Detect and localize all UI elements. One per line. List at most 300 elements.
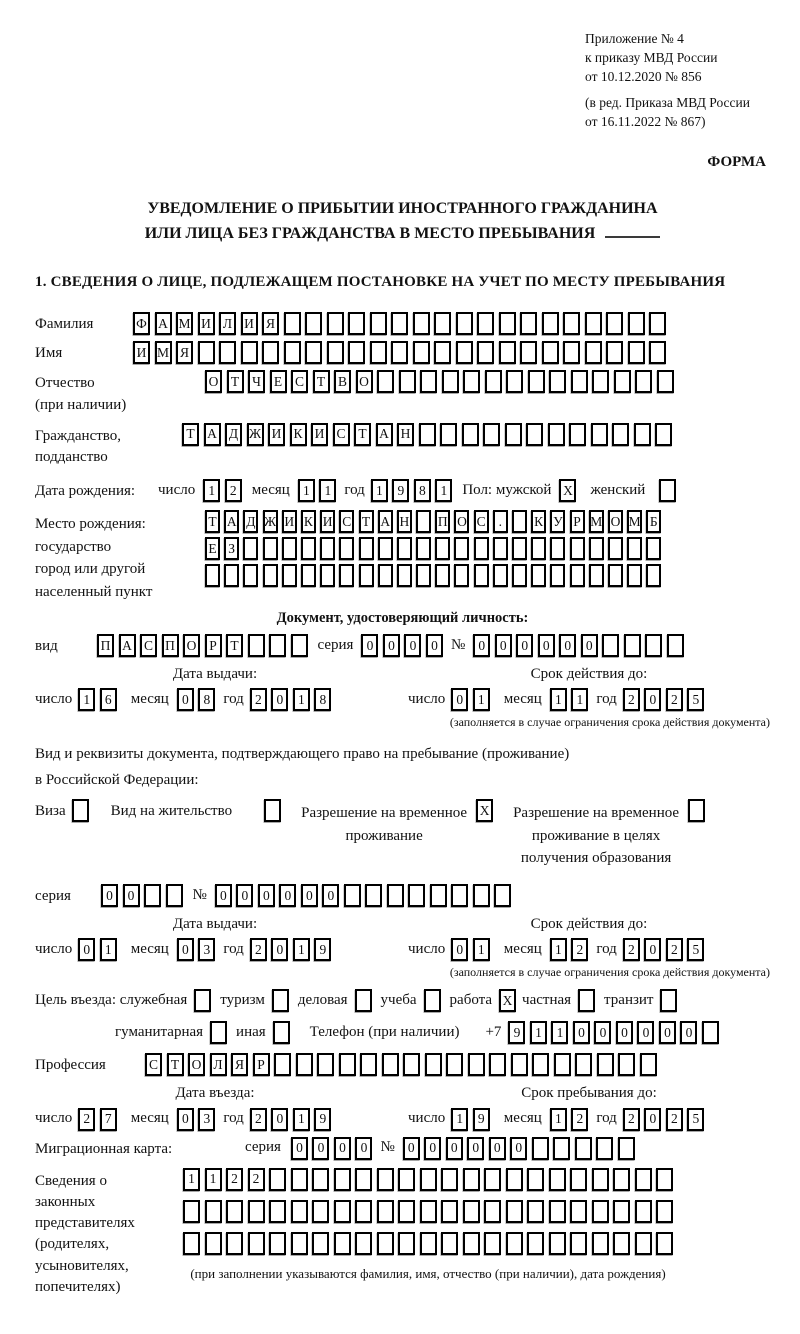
- form-cell: [570, 1168, 587, 1191]
- form-cell: [512, 564, 527, 587]
- form-cell: [627, 537, 642, 560]
- form-cell: 1: [78, 688, 95, 711]
- valid-year-cells: [623, 688, 705, 711]
- form-cell: [656, 1232, 673, 1255]
- form-cell: [511, 1053, 528, 1076]
- form-cell: [456, 341, 473, 364]
- citizenship-cells: [182, 423, 672, 446]
- form-cell: [269, 1168, 286, 1191]
- edu-permit-checkbox: [688, 799, 705, 822]
- form-cell: X: [499, 989, 516, 1012]
- form-cell: 5: [687, 1108, 704, 1131]
- form-cell: И: [268, 423, 285, 446]
- form-cell: С: [339, 510, 354, 533]
- form-cell: 8: [198, 688, 215, 711]
- form-cell: 0: [215, 884, 232, 907]
- form-cell: [655, 423, 672, 446]
- form-cell: [575, 1053, 592, 1076]
- private-checkbox: [578, 989, 595, 1012]
- form-cell: Р: [570, 510, 585, 533]
- sex-female-label: женский: [590, 481, 646, 498]
- form-cell: [463, 1232, 480, 1255]
- birth-place-row-1: [205, 510, 661, 533]
- form-cell: [667, 634, 684, 657]
- other-purpose-label: иная: [236, 1023, 266, 1040]
- form-cell: Я: [176, 341, 193, 364]
- form-cell: [264, 799, 281, 822]
- form-cell: 0: [334, 1137, 351, 1160]
- purpose-row-1: [35, 989, 770, 1012]
- form-cell: [248, 634, 265, 657]
- form-cell: [454, 537, 469, 560]
- form-cell: [241, 341, 258, 364]
- form-cell: 5: [687, 938, 704, 961]
- form-cell: [592, 370, 609, 393]
- form-cell: [205, 1232, 222, 1255]
- form-cell: С: [291, 370, 308, 393]
- residence-series-row: [35, 884, 770, 907]
- issue-month-cells: [177, 938, 216, 961]
- form-cell: [301, 537, 316, 560]
- form-cell: 0: [271, 938, 288, 961]
- form-cell: 0: [322, 884, 339, 907]
- form-cell: [399, 370, 416, 393]
- year-label: год: [223, 691, 244, 708]
- issue-year-cells: [250, 938, 332, 961]
- form-cell: [416, 510, 431, 533]
- form-cell: [659, 479, 676, 502]
- form-cell: 0: [361, 634, 378, 657]
- form-cell: О: [183, 634, 200, 657]
- edition-line: от 16.11.2022 № 867): [585, 113, 706, 129]
- form-cell: [456, 312, 473, 335]
- work-label: работа: [449, 991, 493, 1008]
- form-cell: [291, 1200, 308, 1223]
- form-cell: [484, 1168, 501, 1191]
- form-cell: 0: [383, 634, 400, 657]
- form-cell: 2: [571, 1108, 588, 1131]
- form-cell: [413, 312, 430, 335]
- form-cell: [416, 564, 431, 587]
- form-cell: [563, 341, 580, 364]
- form-cell: [526, 423, 543, 446]
- form-cell: 1: [319, 479, 336, 502]
- form-cell: [224, 564, 239, 587]
- form-cell: [408, 884, 425, 907]
- business-checkbox: [355, 989, 372, 1012]
- form-cell: [435, 537, 450, 560]
- form-cell: [592, 1232, 609, 1255]
- form-cell: [305, 341, 322, 364]
- form-cell: [520, 341, 537, 364]
- migration-card-row: [35, 1137, 770, 1160]
- form-cell: 1: [473, 688, 490, 711]
- form-cell: [301, 564, 316, 587]
- form-cell: [296, 1053, 313, 1076]
- form-cell: 0: [271, 1108, 288, 1131]
- form-cell: [614, 370, 631, 393]
- form-cell: 2: [78, 1108, 95, 1131]
- form-cell: 1: [550, 938, 567, 961]
- study-label: учеба: [380, 991, 417, 1008]
- issue-month-cells: [177, 688, 216, 711]
- option-visa: [35, 799, 89, 822]
- humanitarian-checkbox: [210, 1021, 227, 1044]
- form-cell: М: [176, 312, 193, 335]
- form-cell: З: [224, 537, 239, 560]
- form-cell: 0: [644, 1108, 661, 1131]
- form-cell: 2: [250, 938, 267, 961]
- form-cell: [549, 1168, 566, 1191]
- form-cell: 1: [371, 479, 388, 502]
- form-cell: 2: [250, 1108, 267, 1131]
- form-cell: 0: [258, 884, 275, 907]
- form-cell: С: [140, 634, 157, 657]
- form-cell: [435, 564, 450, 587]
- form-cell: 0: [279, 884, 296, 907]
- form-cell: [420, 1168, 437, 1191]
- form-cell: 1: [571, 688, 588, 711]
- form-cell: [434, 341, 451, 364]
- residence-number-label: №: [192, 886, 207, 903]
- section-1-heading: 1. СВЕДЕНИЯ О ЛИЦЕ, ПОДЛЕЖАЩЕМ ПОСТАНОВКЕ НА УЧЕТ ПО МЕСТУ ПРЕБЫВАНИЯ: [35, 273, 726, 290]
- day-label: число: [408, 1110, 446, 1127]
- form-cell: [542, 312, 559, 335]
- form-cell: [550, 564, 565, 587]
- form-cell: А: [155, 312, 172, 335]
- residence-series-label: серия: [35, 888, 71, 905]
- form-cell: [646, 564, 661, 587]
- form-cell: [397, 564, 412, 587]
- form-cell: 1: [293, 1108, 310, 1131]
- issue-date-heading: Дата выдачи:: [172, 665, 258, 682]
- form-cell: 1: [293, 938, 310, 961]
- form-cell: [413, 341, 430, 364]
- year-label: год: [596, 941, 617, 958]
- form-cell: [425, 1053, 442, 1076]
- form-cell: [527, 1200, 544, 1223]
- valid-day-cells: [451, 938, 490, 961]
- form-cell: О: [188, 1053, 205, 1076]
- blank-underline: [605, 224, 660, 238]
- form-cell: [612, 423, 629, 446]
- form-cell: [430, 884, 447, 907]
- form-cell: [640, 1053, 657, 1076]
- form-cell: Л: [219, 312, 236, 335]
- form-cell: [398, 1232, 415, 1255]
- form-cell: .: [493, 510, 508, 533]
- form-cell: [635, 370, 652, 393]
- form-cell: П: [162, 634, 179, 657]
- form-cell: 0: [301, 884, 318, 907]
- birth-date-label: Дата рождения:: [35, 483, 136, 500]
- temp-permit-checkbox: [476, 799, 493, 822]
- form-cell: 5: [687, 688, 704, 711]
- form-cell: 2: [623, 938, 640, 961]
- form-cell: [334, 1168, 351, 1191]
- appendix-line: от 10.12.2020 № 856: [585, 68, 702, 84]
- form-cell: [263, 537, 278, 560]
- document-title: [35, 197, 770, 247]
- form-cell: [608, 564, 623, 587]
- form-cell: [327, 312, 344, 335]
- form-cell: X: [476, 799, 493, 822]
- form-cell: [269, 1232, 286, 1255]
- form-cell: 8: [314, 688, 331, 711]
- form-cell: [334, 1232, 351, 1255]
- birth-place-label: Место рождения: государство город или другой населенный пункт: [35, 516, 153, 600]
- form-cell: [649, 312, 666, 335]
- form-cell: 9: [392, 479, 409, 502]
- appendix-line: к приказу МВД России: [585, 49, 718, 65]
- business-label: деловая: [297, 991, 348, 1008]
- form-cell: 0: [637, 1021, 654, 1044]
- form-cell: [506, 1232, 523, 1255]
- visa-label: Виза: [35, 803, 66, 820]
- form-cell: И: [198, 312, 215, 335]
- form-cell: П: [435, 510, 450, 533]
- form-cell: 1: [183, 1168, 200, 1191]
- form-cell: П: [97, 634, 114, 657]
- form-cell: [484, 1232, 501, 1255]
- form-cell: [243, 564, 258, 587]
- form-cell: [463, 370, 480, 393]
- birth-month-cells: [298, 479, 337, 502]
- form-cell: [273, 1021, 290, 1044]
- form-cell: 0: [446, 1137, 463, 1160]
- form-cell: 0: [451, 938, 468, 961]
- form-cell: [454, 564, 469, 587]
- profession-row: [35, 1053, 770, 1076]
- form-cell: [570, 537, 585, 560]
- form-cell: [194, 989, 211, 1012]
- form-cell: [613, 1168, 630, 1191]
- form-cell: 2: [250, 688, 267, 711]
- form-cell: И: [241, 312, 258, 335]
- entry-year-cells: [250, 1108, 332, 1131]
- month-label: месяц: [251, 481, 290, 498]
- form-cell: [477, 312, 494, 335]
- form-cell: Я: [231, 1053, 248, 1076]
- form-cell: Р: [205, 634, 222, 657]
- form-cell: 0: [644, 938, 661, 961]
- form-cell: 0: [516, 634, 533, 657]
- form-cell: [569, 423, 586, 446]
- form-cell: 7: [100, 1108, 117, 1131]
- form-cell: 2: [623, 1108, 640, 1131]
- form-cell: [550, 537, 565, 560]
- form-cell: [505, 423, 522, 446]
- form-cell: 0: [177, 938, 194, 961]
- form-cell: [420, 370, 437, 393]
- transit-label: транзит: [604, 991, 654, 1008]
- year-label: год: [223, 1110, 244, 1127]
- form-cell: [585, 341, 602, 364]
- form-cell: [442, 370, 459, 393]
- residence-number-cells: [215, 884, 512, 907]
- form-cell: О: [608, 510, 623, 533]
- official-checkbox: [194, 989, 211, 1012]
- month-label: месяц: [503, 941, 542, 958]
- form-cell: [527, 1168, 544, 1191]
- day-label: число: [408, 691, 446, 708]
- birth-year-cells: [371, 479, 453, 502]
- form-cell: [262, 341, 279, 364]
- form-cell: [485, 370, 502, 393]
- day-label: число: [158, 481, 196, 498]
- appendix-line: Приложение № 4: [585, 31, 684, 46]
- month-label: месяц: [130, 1110, 169, 1127]
- form-cell: [440, 423, 457, 446]
- form-cell: М: [589, 510, 604, 533]
- form-cell: 2: [666, 688, 683, 711]
- form-cell: [645, 634, 662, 657]
- form-cell: 0: [467, 1137, 484, 1160]
- form-cell: [628, 341, 645, 364]
- form-cell: 0: [312, 1137, 329, 1160]
- stay-day-cells: [451, 1108, 490, 1131]
- form-cell: [506, 370, 523, 393]
- residence-permit-label: Вид на жительство: [110, 803, 233, 820]
- form-cell: У: [550, 510, 565, 533]
- purpose-label: Цель въезда: служебная: [35, 991, 188, 1008]
- form-cell: 3: [198, 1108, 215, 1131]
- appendix-block: [585, 30, 770, 131]
- form-cell: О: [454, 510, 469, 533]
- form-cell: 1: [205, 1168, 222, 1191]
- form-cell: [284, 312, 301, 335]
- form-cell: [420, 1200, 437, 1223]
- form-cell: Т: [354, 423, 371, 446]
- valid-day-cells: [451, 688, 490, 711]
- citizenship-label: Гражданство, подданство: [35, 427, 122, 466]
- form-cell: [419, 423, 436, 446]
- form-cell: 0: [594, 1021, 611, 1044]
- form-cell: [377, 1200, 394, 1223]
- form-cell: А: [224, 510, 239, 533]
- form-cell: [378, 537, 393, 560]
- form-cell: [72, 799, 89, 822]
- form-cell: [312, 1168, 329, 1191]
- form-cell: [606, 341, 623, 364]
- birth-place-rows: [205, 510, 661, 587]
- form-cell: 9: [314, 938, 331, 961]
- form-cell: 9: [473, 1108, 490, 1131]
- name-cells: [133, 341, 666, 364]
- form-cell: [656, 1168, 673, 1191]
- form-cell: [416, 537, 431, 560]
- form-cell: [635, 1168, 652, 1191]
- form-cell: 2: [666, 1108, 683, 1131]
- form-cell: [365, 884, 382, 907]
- form-cell: [484, 1200, 501, 1223]
- form-cell: [339, 537, 354, 560]
- form-cell: [205, 564, 220, 587]
- issue-year-cells: [250, 688, 332, 711]
- identity-doc-row: [35, 634, 770, 657]
- form-cell: 1: [550, 688, 567, 711]
- form-cell: 0: [510, 1137, 527, 1160]
- form-cell: [512, 537, 527, 560]
- residence-options: [35, 799, 770, 870]
- purpose-row-2: [35, 1021, 770, 1044]
- form-cell: [483, 423, 500, 446]
- residence-permit-checkbox: [264, 799, 281, 822]
- year-label: год: [596, 1110, 617, 1127]
- form-cell: 0: [177, 688, 194, 711]
- residence-series-cells: [101, 884, 183, 907]
- form-cell: [592, 1168, 609, 1191]
- form-cell: 1: [473, 938, 490, 961]
- form-cell: [589, 564, 604, 587]
- migration-number-cells: [403, 1137, 635, 1160]
- form-cell: [398, 1168, 415, 1191]
- form-cell: [424, 989, 441, 1012]
- form-cell: [441, 1232, 458, 1255]
- migration-series-label: серия: [245, 1139, 281, 1156]
- identity-doc-heading: Документ, удостоверяющий личность:: [276, 610, 529, 627]
- stay-month-cells: [550, 1108, 589, 1131]
- name-label: Имя: [35, 345, 63, 362]
- form-cell: [382, 1053, 399, 1076]
- form-cell: [570, 564, 585, 587]
- form-cell: [575, 1137, 592, 1160]
- form-cell: Я: [262, 312, 279, 335]
- form-cell: И: [282, 510, 297, 533]
- private-label: частная: [522, 991, 572, 1008]
- valid-until-heading: Срок действия до:: [530, 665, 648, 682]
- form-cell: [219, 341, 236, 364]
- surname-label: Фамилия: [35, 316, 94, 333]
- form-cell: [548, 423, 565, 446]
- form-cell: [592, 1200, 609, 1223]
- edu-permit-label: Разрешение на временное проживание в целях получения образования: [513, 805, 680, 867]
- other-purpose-checkbox: [273, 1021, 290, 1044]
- form-cell: Ж: [247, 423, 264, 446]
- birth-day-cells: [203, 479, 242, 502]
- form-cell: [608, 537, 623, 560]
- form-cell: М: [627, 510, 642, 533]
- form-cell: 9: [508, 1021, 525, 1044]
- form-cell: И: [320, 510, 335, 533]
- form-cell: [282, 564, 297, 587]
- form-cell: [282, 537, 297, 560]
- form-cell: 2: [225, 479, 242, 502]
- form-cell: [320, 564, 335, 587]
- form-cell: Т: [227, 370, 244, 393]
- form-cell: 2: [248, 1168, 265, 1191]
- form-cell: 0: [355, 1137, 372, 1160]
- form-cell: [320, 537, 335, 560]
- form-cell: [359, 537, 374, 560]
- form-cell: 0: [451, 688, 468, 711]
- form-cell: [434, 312, 451, 335]
- form-cell: [441, 1168, 458, 1191]
- form-cell: Т: [182, 423, 199, 446]
- form-cell: [624, 634, 641, 657]
- form-cell: [334, 1200, 351, 1223]
- issue-day-cells: [78, 688, 117, 711]
- form-cell: [377, 1168, 394, 1191]
- form-cell: [291, 1168, 308, 1191]
- form-cell: 1: [298, 479, 315, 502]
- form-cell: Ф: [133, 312, 150, 335]
- stay-until-heading: Срок пребывания до:: [521, 1085, 657, 1102]
- day-label: число: [408, 941, 446, 958]
- month-label: месяц: [503, 1110, 542, 1127]
- form-cell: [248, 1200, 265, 1223]
- valid-note: (заполняется в случае ограничения срока действия документа): [449, 715, 770, 730]
